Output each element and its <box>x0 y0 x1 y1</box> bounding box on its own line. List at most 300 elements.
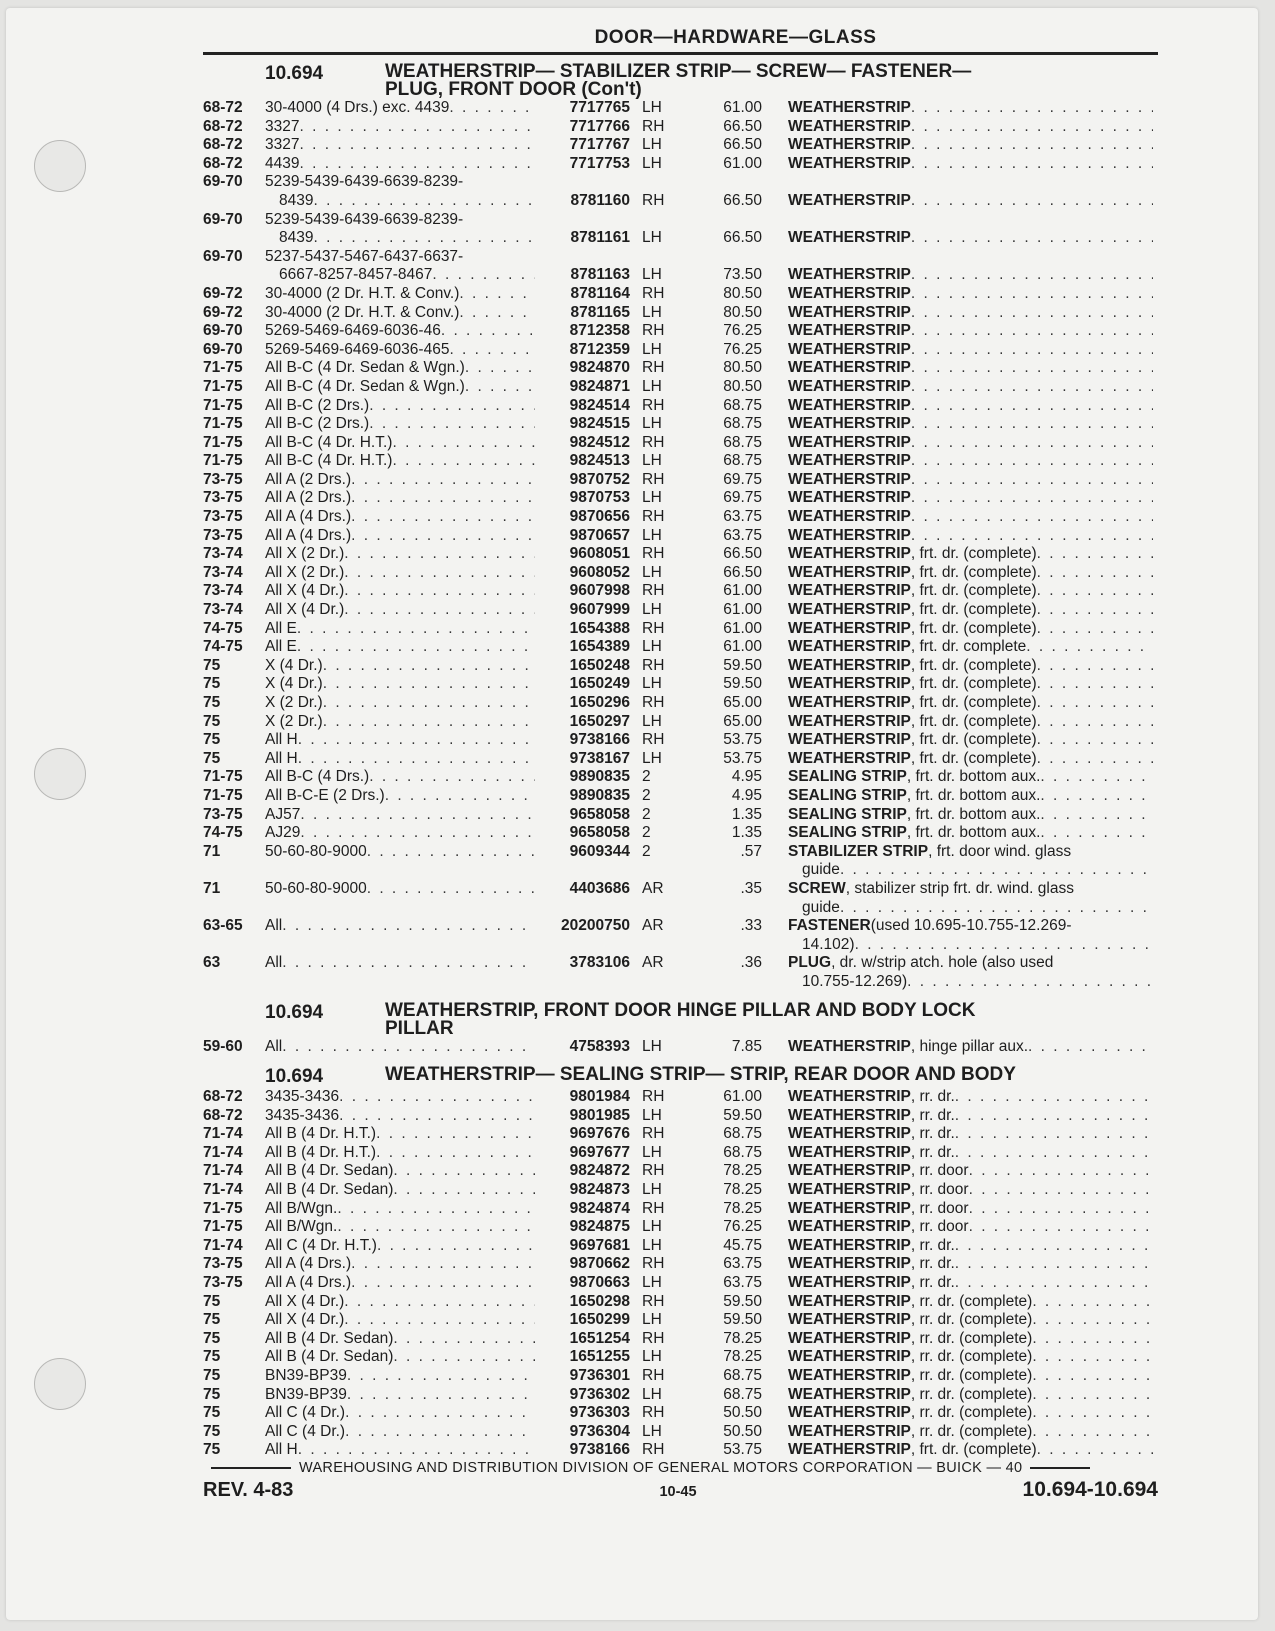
part-row <box>203 1038 1158 1057</box>
part-name: WEATHERSTRIP <box>788 154 911 172</box>
part-number: 9870752 <box>569 470 630 488</box>
description <box>762 99 1153 118</box>
model-text: All H <box>265 731 298 749</box>
part-number: 4758393 <box>569 1037 630 1055</box>
description <box>762 1237 1153 1256</box>
quantity: RH <box>642 1441 665 1459</box>
description <box>762 545 1153 564</box>
part-name: WEATHERSTRIP <box>788 284 911 302</box>
dot-leader <box>969 1200 1153 1219</box>
description-text: guide <box>802 898 840 916</box>
description-text: , rr. dr. (complete) <box>910 1292 1033 1310</box>
price: 1.35 <box>731 805 762 823</box>
model-text: All A (4 Drs.) <box>265 526 352 544</box>
dot-leader <box>1032 1311 1153 1330</box>
model-application <box>265 155 535 174</box>
quantity: RH <box>642 694 665 711</box>
dot-leader <box>459 304 535 323</box>
section-number: 10.694 <box>265 63 324 84</box>
model-text: All B-C (4 Dr. Sedan & Wgn.) <box>265 377 465 395</box>
description-text: , frt. dr. (complete) <box>910 545 1037 563</box>
part-number: 9890835 <box>569 768 630 786</box>
section-title-line: PLUG, FRONT DOOR (Con't) <box>385 79 642 100</box>
model-application <box>265 824 535 843</box>
part-row <box>203 1181 1158 1200</box>
part-number: 9870662 <box>569 1255 630 1273</box>
dot-leader <box>465 378 535 397</box>
model-text: All E <box>265 638 297 656</box>
part-row <box>203 750 1158 769</box>
quantity: LH <box>642 99 662 116</box>
part-row <box>203 731 1158 750</box>
description-text: , rr. door <box>910 1181 969 1199</box>
description <box>762 452 1153 471</box>
model-text: All A (2 Drs.) <box>265 470 352 488</box>
part-row <box>203 694 1158 713</box>
part-name: FASTENER <box>788 917 871 935</box>
model-text: All B (4 Dr. Sedan) <box>265 1181 394 1199</box>
description-text: , rr. dr. (complete) <box>910 1367 1033 1384</box>
description <box>762 1348 1153 1367</box>
price: 66.50 <box>723 229 762 247</box>
year-range: 71-75 <box>203 768 243 786</box>
part-name: WEATHERSTRIP <box>788 1367 911 1384</box>
part-row <box>203 1311 1158 1330</box>
dot-leader <box>1037 675 1153 694</box>
year-range: 73-75 <box>203 508 243 526</box>
dot-leader <box>393 1348 535 1367</box>
dot-leader <box>344 601 535 620</box>
dot-leader <box>313 192 535 211</box>
model-application <box>265 582 535 601</box>
model-application <box>265 620 535 639</box>
year-range: 75 <box>203 1404 221 1422</box>
price: 68.75 <box>723 452 762 470</box>
part-number: 9736304 <box>569 1422 630 1440</box>
dot-leader <box>911 489 1153 508</box>
model-text: 50-60-80-9000 <box>265 842 367 860</box>
year-range: 71-75 <box>203 396 243 414</box>
dot-leader <box>432 266 535 285</box>
model-text: 30-4000 (2 Dr. H.T. & Conv.) <box>265 284 460 302</box>
dot-leader <box>323 675 535 694</box>
quantity: RH <box>642 508 665 526</box>
description-text: , rr. dr. <box>910 1143 955 1161</box>
section-title <box>385 1066 1145 1088</box>
part-row <box>203 564 1158 583</box>
description <box>762 694 1153 713</box>
quantity: LH <box>642 638 662 656</box>
year-range: 73-75 <box>203 470 243 488</box>
part-name: WEATHERSTRIP <box>788 266 911 284</box>
part-row <box>203 657 1158 676</box>
description <box>762 750 1153 769</box>
part-row <box>203 1330 1158 1349</box>
dot-leader <box>911 266 1153 285</box>
model-text: All E <box>265 619 297 637</box>
dot-leader <box>459 285 535 304</box>
year-range: 73-75 <box>203 805 243 823</box>
year-range: 75 <box>203 656 221 674</box>
dot-leader <box>1037 731 1153 750</box>
quantity: RH <box>642 1329 665 1347</box>
price: 61.00 <box>723 601 762 619</box>
part-number: 9736302 <box>569 1385 630 1403</box>
dot-leader <box>911 378 1153 397</box>
sections-container <box>203 63 1158 1460</box>
part-number: 7717767 <box>569 136 630 154</box>
model-application <box>265 954 535 991</box>
dot-leader <box>955 1107 1153 1126</box>
part-name: WEATHERSTRIP <box>788 99 911 116</box>
quantity: 2 <box>642 786 651 804</box>
price: 53.75 <box>723 731 762 749</box>
description <box>762 1441 1153 1460</box>
part-number: 8781165 <box>570 303 630 321</box>
quantity: RH <box>642 396 665 414</box>
part-row <box>203 1107 1158 1126</box>
model-text: 50-60-80-9000 <box>265 879 367 897</box>
quantity: LH <box>642 136 662 154</box>
model-text: 30-4000 (4 Drs.) exc. 4439 <box>265 99 450 116</box>
part-row <box>203 843 1158 880</box>
part-name: WEATHERSTRIP <box>788 433 911 451</box>
part-row <box>203 471 1158 490</box>
model-text: 3435-3436 <box>265 1088 340 1106</box>
model-text: All X (2 Dr.) <box>265 545 345 563</box>
model-application <box>265 397 535 416</box>
part-name: STABILIZER STRIP <box>788 842 929 860</box>
model-text: X (2 Dr.) <box>265 694 323 711</box>
part-row <box>203 1200 1158 1219</box>
dot-leader <box>282 917 535 936</box>
quantity: RH <box>642 433 665 451</box>
part-number: 9870657 <box>569 526 630 544</box>
quantity: RH <box>642 322 665 340</box>
part-number: 9824872 <box>569 1162 630 1180</box>
price: 65.00 <box>723 694 762 711</box>
year-range: 68-72 <box>203 99 243 116</box>
dot-leader <box>1032 1293 1153 1312</box>
binder-hole <box>34 140 86 192</box>
description <box>762 118 1153 137</box>
dot-leader <box>376 1125 535 1144</box>
price: 61.00 <box>723 619 762 637</box>
model-application <box>265 1218 535 1237</box>
part-number: 1654388 <box>569 619 630 637</box>
description-text: , rr. dr. <box>910 1088 955 1106</box>
part-name: WEATHERSTRIP <box>788 712 911 730</box>
description <box>762 1311 1153 1330</box>
model-text: X (4 Dr.) <box>265 675 323 693</box>
model-application <box>265 1367 535 1386</box>
part-name: SEALING STRIP <box>788 805 907 823</box>
model-text: X (4 Dr.) <box>265 656 323 674</box>
dot-leader <box>1032 1404 1153 1423</box>
year-range: 75 <box>203 731 221 749</box>
section-title-line: WEATHERSTRIP— STABILIZER STRIP— SCREW— FASTENER— <box>385 61 972 82</box>
quantity: LH <box>642 526 662 544</box>
quantity: 2 <box>642 805 651 823</box>
description-text: , rr. dr. (complete) <box>910 1329 1033 1347</box>
part-number: 7717766 <box>569 117 630 135</box>
model-text: All X (4 Dr.) <box>265 582 345 600</box>
part-name: PLUG <box>788 954 832 972</box>
quantity: 2 <box>642 824 651 842</box>
price: 45.75 <box>723 1236 762 1254</box>
section-title <box>385 63 1145 99</box>
part-number: 9658058 <box>569 824 630 842</box>
dot-leader <box>339 1088 535 1107</box>
dot-leader <box>392 452 535 471</box>
part-row <box>203 917 1158 954</box>
model-text: All <box>265 917 283 935</box>
model-application <box>265 545 535 564</box>
dot-leader <box>393 1162 535 1181</box>
description-text: , dr. w/strip atch. hole (also used <box>831 954 1054 972</box>
dot-leader <box>911 452 1153 471</box>
year-range: 71-75 <box>203 452 243 470</box>
year-range: 75 <box>203 1311 221 1329</box>
dot-leader <box>1037 545 1153 564</box>
description <box>762 1088 1153 1107</box>
dot-leader <box>1040 768 1153 787</box>
dot-leader <box>441 322 535 341</box>
part-row <box>203 173 1158 210</box>
quantity: LH <box>642 563 662 581</box>
part-number: 1651255 <box>569 1348 630 1366</box>
part-number: 7717753 <box>569 154 630 172</box>
dot-leader <box>1037 657 1153 676</box>
dot-leader <box>323 694 535 713</box>
model-application <box>265 843 535 880</box>
description-text: , frt. dr. (complete) <box>910 656 1037 674</box>
part-number: 9824514 <box>569 396 630 414</box>
description <box>762 1367 1153 1386</box>
quantity: LH <box>642 340 662 358</box>
description <box>762 471 1153 490</box>
year-range: 73-75 <box>203 526 243 544</box>
dot-leader <box>1037 713 1153 732</box>
model-application <box>265 341 535 360</box>
dot-leader <box>344 1293 535 1312</box>
description-text: , hinge pillar aux. <box>910 1037 1029 1055</box>
dot-leader <box>465 359 535 378</box>
price: 61.00 <box>723 638 762 656</box>
description-text: , frt. dr. bottom aux. <box>906 805 1041 823</box>
price: 76.25 <box>723 322 762 340</box>
part-name: WEATHERSTRIP <box>788 359 911 377</box>
model-text: All C (4 Dr.) <box>265 1404 346 1422</box>
dot-leader <box>1037 750 1153 769</box>
model-application <box>265 731 535 750</box>
part-number: 9607999 <box>569 601 630 619</box>
part-row <box>203 304 1158 323</box>
description <box>762 489 1153 508</box>
description <box>762 1144 1153 1163</box>
model-text: 8439 <box>279 191 314 209</box>
part-name: WEATHERSTRIP <box>788 1236 911 1254</box>
description-text: 10.755-12.269) <box>802 972 908 990</box>
dot-leader <box>911 304 1153 323</box>
page-number: 10-45 <box>659 1484 697 1500</box>
price: 63.75 <box>723 1255 762 1273</box>
description <box>762 508 1153 527</box>
part-number: 7717765 <box>569 99 630 116</box>
model-text: All B (4 Dr. Sedan) <box>265 1162 394 1180</box>
part-name: WEATHERSTRIP <box>788 601 911 619</box>
dot-leader <box>367 880 535 899</box>
quantity: LH <box>642 749 662 767</box>
part-name: WEATHERSTRIP <box>788 1422 911 1440</box>
year-range: 73-74 <box>203 601 243 619</box>
dot-leader <box>337 1200 535 1219</box>
description <box>762 266 1153 285</box>
dot-leader <box>1040 787 1153 806</box>
dot-leader <box>449 341 535 360</box>
dot-leader <box>911 322 1153 341</box>
quantity: RH <box>642 284 665 302</box>
dot-leader <box>351 527 535 546</box>
part-name: WEATHERSTRIP <box>788 452 911 470</box>
part-name: WEATHERSTRIP <box>788 415 911 433</box>
dot-leader <box>911 285 1153 304</box>
model-text: All B-C (4 Drs.) <box>265 768 370 786</box>
part-row <box>203 806 1158 825</box>
dot-leader <box>393 1181 535 1200</box>
model-application <box>265 136 535 155</box>
description-text: , rr. dr. <box>910 1125 955 1143</box>
year-range: 71-75 <box>203 786 243 804</box>
part-row <box>203 397 1158 416</box>
part-row <box>203 118 1158 137</box>
description-text: 14.102) <box>802 935 855 953</box>
quantity: LH <box>642 1106 662 1124</box>
part-number: 9738166 <box>569 1441 630 1459</box>
dot-leader <box>298 750 535 769</box>
price: 68.75 <box>723 433 762 451</box>
section-range: 10.694-10.694 <box>1022 1478 1158 1501</box>
part-row <box>203 601 1158 620</box>
year-range: 73-75 <box>203 1255 243 1273</box>
part-row <box>203 620 1158 639</box>
price: 59.50 <box>723 1311 762 1329</box>
dot-leader <box>969 1181 1153 1200</box>
dot-leader <box>1032 1386 1153 1405</box>
part-row <box>203 1125 1158 1144</box>
dot-leader <box>351 471 535 490</box>
year-range: 75 <box>203 1329 221 1347</box>
price: 68.75 <box>723 415 762 433</box>
dot-leader <box>955 1274 1153 1293</box>
model-text: All C (4 Dr. H.T.) <box>265 1236 377 1254</box>
dot-leader <box>911 508 1153 527</box>
year-range: 73-75 <box>203 489 243 507</box>
description <box>762 1162 1153 1181</box>
year-range: 59-60 <box>203 1037 243 1055</box>
dot-leader <box>955 1125 1153 1144</box>
part-number: 9736301 <box>569 1367 630 1384</box>
dot-leader <box>911 415 1153 434</box>
part-number: 8781161 <box>570 229 630 247</box>
price: 4.95 <box>731 786 762 804</box>
dot-leader <box>911 434 1153 453</box>
price: 78.25 <box>723 1199 762 1217</box>
part-number: 9890835 <box>569 786 630 804</box>
quantity: LH <box>642 1218 662 1236</box>
model-text: 4439 <box>265 154 300 172</box>
part-number: 9658058 <box>569 805 630 823</box>
part-row <box>203 1255 1158 1274</box>
dot-leader <box>299 118 535 137</box>
description-text: , rr. dr. <box>910 1274 955 1292</box>
dot-leader <box>840 861 1153 880</box>
dot-leader <box>282 1038 535 1057</box>
quantity: RH <box>642 1255 665 1273</box>
year-range: 69-70 <box>203 173 243 191</box>
model-text: 5237-5437-5467-6437-6637- <box>265 247 464 265</box>
year-range: 71-75 <box>203 415 243 433</box>
price: 73.50 <box>723 266 762 284</box>
price: .35 <box>740 879 762 897</box>
dot-leader <box>297 638 535 657</box>
dot-leader <box>1040 806 1153 825</box>
model-text: All <box>265 954 283 972</box>
part-row <box>203 1404 1158 1423</box>
year-range: 75 <box>203 694 221 711</box>
quantity: AR <box>642 954 664 972</box>
price: 50.50 <box>723 1422 762 1440</box>
binder-hole <box>34 1358 86 1410</box>
dot-leader <box>911 192 1153 211</box>
part-name: WEATHERSTRIP <box>788 675 911 693</box>
model-text: All C (4 Dr.) <box>265 1422 346 1440</box>
section-number: 10.694 <box>265 1001 324 1023</box>
model-application <box>265 750 535 769</box>
quantity: RH <box>642 1125 665 1143</box>
price: 66.50 <box>723 191 762 209</box>
quantity: RH <box>642 582 665 600</box>
part-row <box>203 489 1158 508</box>
price: 78.25 <box>723 1329 762 1347</box>
year-range: 75 <box>203 749 221 767</box>
price: 80.50 <box>723 284 762 302</box>
dot-leader <box>1037 601 1153 620</box>
quantity: RH <box>642 1199 665 1217</box>
part-row <box>203 787 1158 806</box>
quantity: AR <box>642 879 664 897</box>
quantity: LH <box>642 1236 662 1254</box>
year-range: 74-75 <box>203 638 243 656</box>
dot-leader <box>369 768 535 787</box>
model-application <box>265 1293 535 1312</box>
dot-leader <box>911 471 1153 490</box>
dot-leader <box>911 229 1153 248</box>
description <box>762 434 1153 453</box>
year-range: 69-70 <box>203 322 243 340</box>
price: 65.00 <box>723 712 762 730</box>
dot-leader <box>351 1274 535 1293</box>
year-range: 71-75 <box>203 359 243 377</box>
description <box>762 787 1153 806</box>
description-text: , frt. dr. (complete) <box>910 749 1037 767</box>
part-row <box>203 378 1158 397</box>
section-number: 10.694 <box>265 1066 324 1088</box>
dot-leader <box>955 1255 1153 1274</box>
model-text: 6667-8257-8457-8467 <box>279 266 433 284</box>
model-application <box>265 880 535 917</box>
quantity: RH <box>642 1367 665 1384</box>
